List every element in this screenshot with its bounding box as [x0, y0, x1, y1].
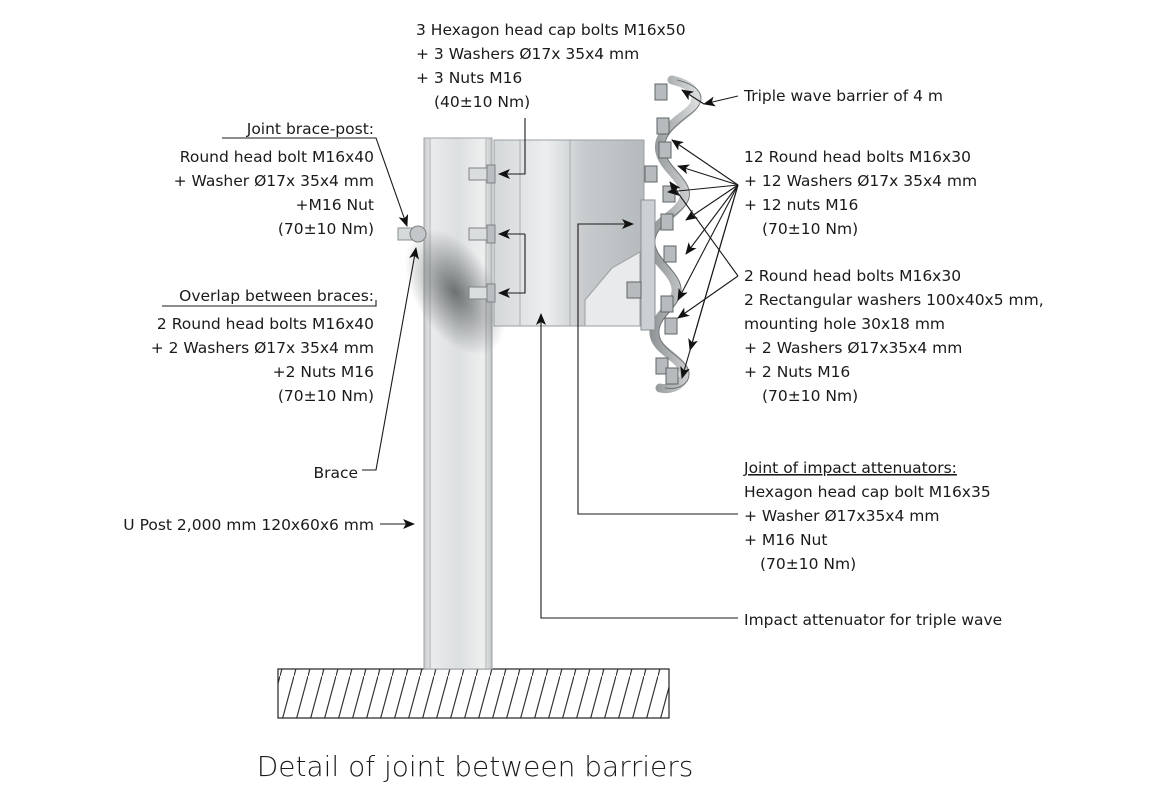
label-line: +2 Nuts M16: [272, 363, 374, 381]
figure-caption: Detail of joint between barriers: [256, 750, 694, 783]
label-line: mounting hole 30x18 mm: [744, 315, 946, 333]
label-upost: [123, 516, 374, 534]
label-line: 2 Round head bolts M16x40: [156, 315, 374, 333]
label-line: Impact attenuator for triple wave: [744, 611, 1003, 629]
label-triple-wave: [743, 87, 943, 105]
label-heading: Joint brace-post:: [246, 120, 374, 138]
label-line: (70±10 Nm): [760, 555, 857, 573]
u-post: [424, 138, 492, 669]
label-brace: [313, 464, 358, 482]
label-heading: Overlap between braces:: [179, 287, 374, 305]
label-line: (70±10 Nm): [277, 387, 374, 405]
label-2-round-bolts: [744, 267, 1044, 405]
label-line: (40±10 Nm): [434, 93, 531, 111]
label-line: 2 Round head bolts M16x30: [744, 267, 962, 285]
label-line: (70±10 Nm): [762, 220, 859, 238]
label-line: + Washer Ø17x 35x4 mm: [173, 172, 374, 190]
label-line: +M16 Nut: [295, 196, 374, 214]
label-hex-bolts: [416, 21, 686, 111]
label-impact-attenuator: [744, 611, 1002, 629]
label-line: 3 Hexagon head cap bolts M16x50: [416, 21, 686, 39]
label-joint-brace: [174, 120, 374, 238]
label-line: + 12 Washers Ø17x 35x4 mm: [744, 172, 978, 190]
label-line: + 3 Nuts M16: [416, 69, 523, 87]
label-line: 2 Rectangular washers 100x40x5 mm,: [744, 291, 1044, 309]
label-joint-impact: [743, 459, 991, 573]
label-line: 12 Round head bolts M16x30: [744, 148, 971, 166]
label-line: + 2 Nuts M16: [744, 363, 851, 381]
label-overlap: [151, 287, 374, 405]
label-line: + Washer Ø17x35x4 mm: [744, 507, 940, 525]
label-line: U Post 2,000 mm 120x60x6 mm: [123, 516, 374, 534]
label-line: + 2 Washers Ø17x 35x4 mm: [150, 339, 374, 357]
ground-hatch: [278, 669, 669, 718]
brace-post-bolt: [398, 226, 426, 242]
label-line: + M16 Nut: [744, 531, 828, 549]
label-line: Hexagon head cap bolt M16x35: [744, 483, 991, 501]
label-line: Brace: [313, 464, 358, 482]
label-line: + 12 nuts M16: [744, 196, 859, 214]
label-12-round-bolts: [744, 148, 977, 238]
label-heading: Joint of impact attenuators:: [744, 459, 957, 477]
label-line: (70±10 Nm): [762, 387, 859, 405]
label-line: + 2 Washers Ø17x35x4 mm: [744, 339, 963, 357]
label-line: (70±10 Nm): [277, 220, 374, 238]
impact-attenuator-plate: [494, 140, 644, 326]
label-line: Round head bolt M16x40: [179, 148, 374, 166]
label-line: Triple wave barrier of 4 m: [744, 87, 943, 105]
label-line: + 3 Washers Ø17x 35x4 mm: [416, 45, 640, 63]
